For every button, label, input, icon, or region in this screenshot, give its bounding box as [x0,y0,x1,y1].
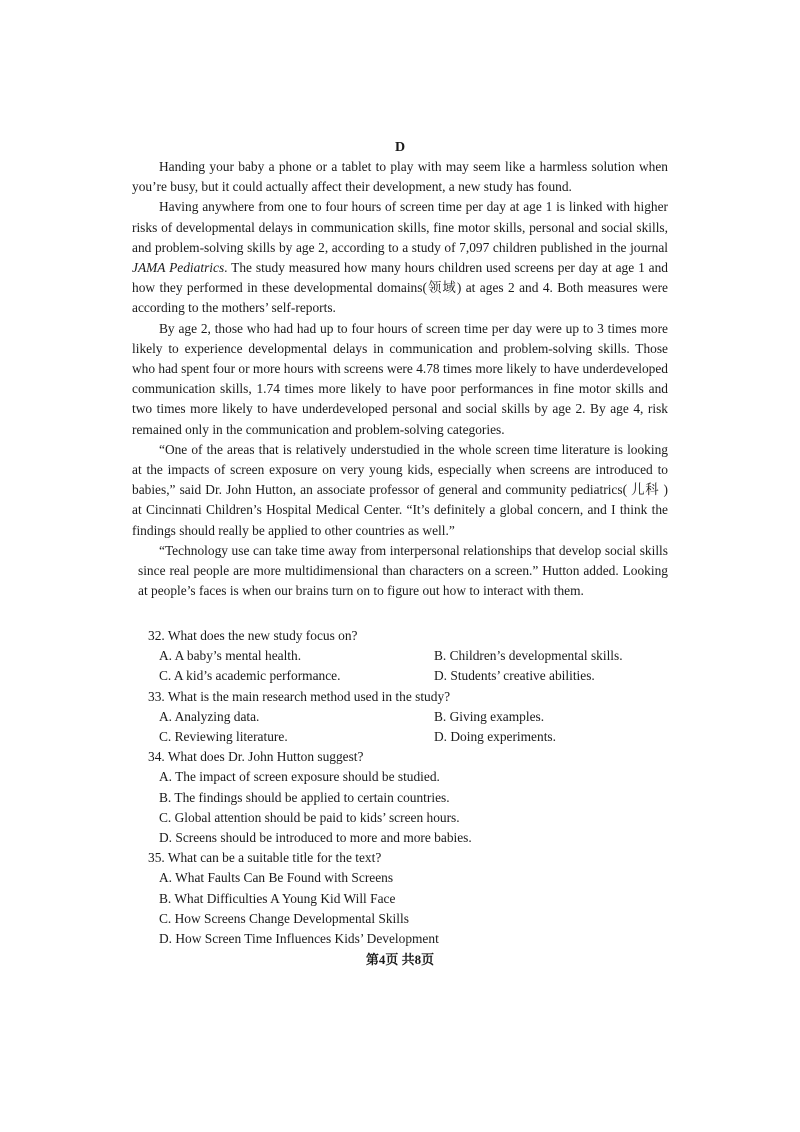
reading-passage [132,157,668,601]
paragraph-5: “Technology use can take time away from interpersonal relationships that develop social skills since real people are more multidimensional than characters on a screen.” Hutton added. Looking at people’s faces is when our brains turn on to figure out how to interact with them. [138,542,668,599]
option-group [148,868,688,949]
option-b[interactable]: B. The findings should be applied to certain countries. [159,789,450,805]
question-35 [148,848,688,949]
option-a[interactable]: A. What Faults Can Be Found with Screens [159,870,394,886]
journal-name: JAMA Pediatrics [132,260,225,276]
question-stem: 33. What is the main research method used in the study? [148,688,451,704]
option-group [148,646,688,686]
paragraph-2-text-a: Having anywhere from one to four hours of screen time per day at age 1 is linked with higher risks of developmental delays in communication skills, fine motor skills, personal and social skills, and problem-solving skills by age 2, according to a study of 7,097 children published in the journal [132,199,668,255]
option-d[interactable]: D. Screens should be introduced to more and more babies. [159,830,472,846]
option-group [148,707,688,747]
option-b[interactable]: B. What Difficulties A Young Kid Will Face [159,890,396,906]
option-a[interactable]: A. The impact of screen exposure should be studied. [159,769,440,785]
option-a[interactable]: A. Analyzing data. [159,708,260,724]
option-a[interactable]: A. A baby’s mental health. [159,648,302,664]
question-34 [148,747,688,848]
option-d[interactable]: D. Students’ creative abilities. [434,668,595,684]
question-33 [148,687,688,748]
question-32 [148,626,688,687]
option-b[interactable]: B. Children’s developmental skills. [434,648,623,664]
paragraph-3: By age 2, those who had had up to four hours of screen time per day were up to 3 times more likely to experience developmental delays in communication and problem-solving skills. Those who had spent four or more hours with screens were 4.78 times more likely to have underdeveloped communication skills, 1.74 times more likely to have poor performances in fine motor skills and two times more likely to have underdeveloped personal and social skills by age 2. By age 4, risk remained only in the communication and problem-solving categories. [132,320,668,437]
paragraph-2-text-b: . The study measured how many hours children used screens per day at age 1 and how they performed in these developmental domains(领域) at ages 2 and 4. Both measures were according to the mothers’ self-reports. [132,260,668,316]
option-d[interactable]: D. Doing experiments. [434,729,556,745]
paragraph-2 [132,197,668,318]
question-stem: 34. What does Dr. John Hutton suggest? [148,749,364,765]
question-stem: 35. What can be a suitable title for the text? [148,850,382,866]
option-c[interactable]: C. Global attention should be paid to kids’ screen hours. [159,809,460,825]
option-d[interactable]: D. How Screen Time Influences Kids’ Development [159,931,439,947]
section-letter: D [394,140,406,155]
option-c[interactable]: C. Reviewing literature. [159,729,288,745]
question-list [148,626,688,949]
paragraph-4: “One of the areas that is relatively understudied in the whole screen time literature is looking at the impacts of screen exposure on very young kids, especially when screens are introduced to babies,” said Dr. John Hutton, an associate professor of general and community pediatrics( 儿科 ) at Cincinnati Children’s Hospital Medical Center. “It’s definitely a global concern, and I think the findings should really be applied to other countries as well.” [132,441,668,538]
option-c[interactable]: C. A kid’s academic performance. [159,668,341,684]
option-c[interactable]: C. How Screens Change Developmental Skills [159,910,409,926]
option-group [148,767,688,848]
option-b[interactable]: B. Giving examples. [434,708,545,724]
page-footer: 第4页 共8页 [365,952,435,967]
question-stem: 32. What does the new study focus on? [148,628,358,643]
paragraph-1: Handing your baby a phone or a tablet to play with may seem like a harmless solution when you’re busy, but it could actually affect their development, a new study has found. [132,159,668,195]
